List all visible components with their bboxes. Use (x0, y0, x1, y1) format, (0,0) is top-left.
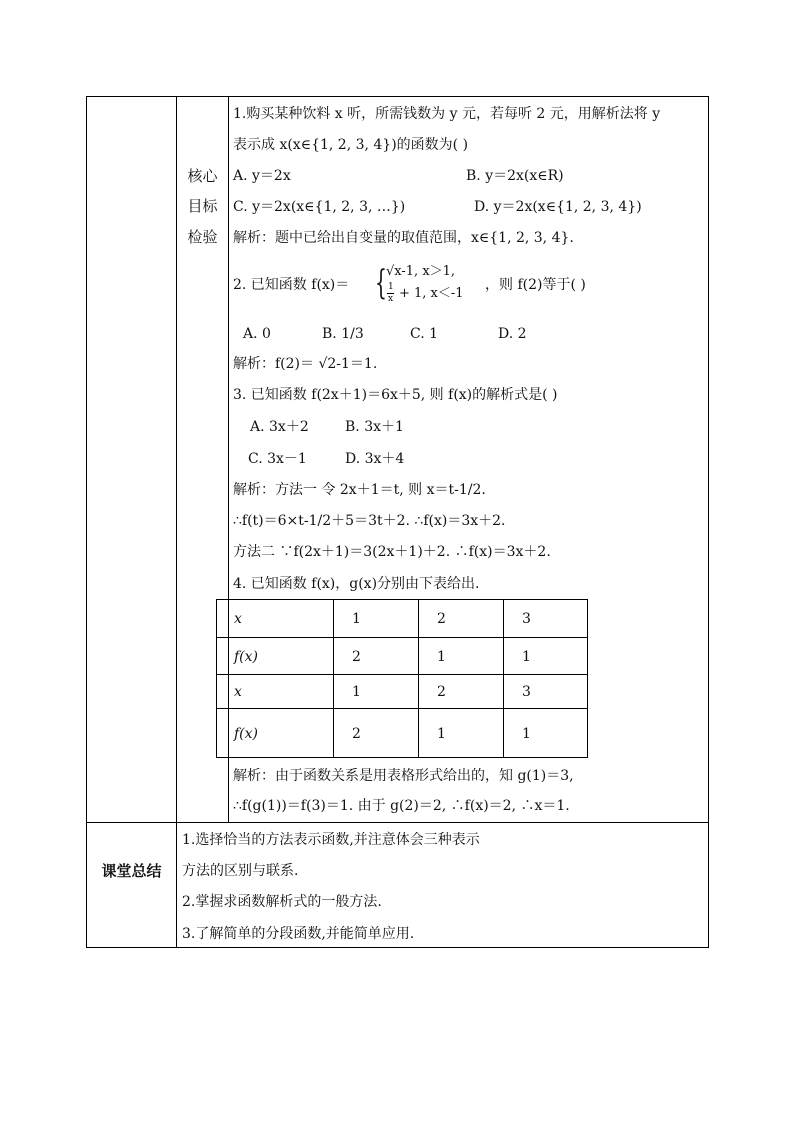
outer-left-border (86, 96, 87, 948)
table-cell: 2 (352, 649, 361, 665)
summary-line2: 方法的区别与联系. (182, 863, 299, 879)
table-cell: 3 (522, 684, 531, 700)
q3-analysis-line3: 方法二 ∵f(2x＋1)＝3(2x＋1)＋2. ∴f(x)＝3x＋2. (233, 544, 551, 560)
outer-right-border (708, 96, 709, 948)
q2-case2-numerator: 1 (388, 282, 394, 292)
table-cell: 1 (352, 611, 361, 627)
table-cell: f(x) (234, 726, 259, 742)
table-cell: x (234, 684, 242, 700)
value-table-v3 (418, 599, 419, 758)
outer-bottom-border (86, 947, 709, 948)
value-table-h5 (216, 757, 588, 758)
summary-label: 课堂总结 (101, 862, 162, 880)
table-cell: 3 (522, 611, 531, 627)
value-table-v1 (216, 599, 217, 758)
summary-line1: 1.选择恰当的方法表示函数,并注意体会三种表示 (182, 832, 480, 848)
q4-stem: 4. 已知函数 f(x)，g(x)分别由下表给出. (233, 576, 480, 592)
q3-option-d: D. 3x＋4 (345, 451, 405, 467)
table-cell: 2 (437, 611, 446, 627)
summary-line4: 3.了解简单的分段函数,并能简单应用. (182, 926, 415, 942)
table-cell: 1 (522, 726, 531, 742)
q2-option-a: A. 0 (243, 326, 271, 342)
summary-line3: 2.掌握求函数解析式的一般方法. (182, 894, 382, 910)
table-cell: 1 (437, 726, 446, 742)
sidebar-label-check: 检验 (187, 228, 218, 246)
table-cell: 1 (437, 649, 446, 665)
q2-option-d: D. 2 (498, 326, 527, 342)
q3-option-b: B. 3x＋1 (345, 419, 404, 435)
q1-option-d: D. y＝2x(x∈{1, 2, 3, 4}) (474, 199, 642, 215)
q3-option-a: A. 3x＋2 (250, 419, 309, 435)
q3-analysis-line1: 解析：方法一 令 2x＋1＝t, 则 x＝t-1/2. (233, 482, 486, 498)
q4-analysis-line2: ∴f(g(1))＝f(3)＝1. 由于 g(2)＝2, ∴f(x)＝2, ∴x＝1. (233, 798, 570, 814)
q2-stem-suffix: ，则 f(2)等于( ) (485, 277, 586, 293)
q1-analysis: 解析：题中已给出自变量的取值范围，x∈{1, 2, 3, 4}. (233, 230, 574, 246)
sidebar-label-target: 目标 (187, 197, 218, 215)
value-table-h4 (216, 708, 588, 709)
q3-option-c: C. 3x－1 (248, 451, 307, 467)
section-divider (86, 822, 709, 823)
table-cell: x (234, 611, 242, 627)
value-table-h1 (216, 599, 588, 600)
q1-option-b: B. y＝2x(x∈R) (466, 168, 564, 184)
column-divider-2 (228, 96, 229, 822)
q3-stem: 3. 已知函数 f(2x＋1)＝6x＋5, 则 f(x)的解析式是( ) (233, 387, 558, 403)
q2-analysis: 解析：f(2)＝ √2-1＝1. (233, 356, 378, 372)
value-table-h2 (216, 637, 588, 638)
sidebar-label-core: 核心 (187, 167, 218, 185)
q2-case2-rest: + 1, x＜-1 (399, 286, 464, 301)
q2-case2-denominator: x (388, 294, 394, 304)
value-table-h3 (216, 674, 588, 675)
q3-analysis-line2: ∴f(t)＝6×t-1/2＋5＝3t＋2. ∴f(x)＝3x＋2. (233, 513, 506, 529)
q2-stem-prefix: 2. 已知函数 f(x)＝ (233, 277, 350, 293)
table-cell: 2 (352, 726, 361, 742)
value-table-v4 (503, 599, 504, 758)
column-divider-1 (176, 96, 177, 948)
q2-option-b: B. 1/3 (322, 326, 364, 342)
value-table-v5 (587, 599, 588, 758)
table-cell: 2 (437, 684, 446, 700)
q4-analysis-line1: 解析：由于函数关系是用表格形式给出的，知 g(1)＝3, (233, 768, 574, 784)
q2-case1: √x-1, x＞1, (386, 264, 456, 279)
q2-option-c: C. 1 (410, 326, 439, 342)
q1-option-a: A. y＝2x (233, 168, 291, 184)
table-cell: f(x) (234, 649, 259, 665)
table-cell: 1 (352, 684, 361, 700)
outer-top-border (86, 96, 709, 97)
q1-stem-line1: 1.购买某种饮料 x 听，所需钱数为 y 元，若每听 2 元，用解析法将 y (233, 106, 661, 122)
piecewise-brace: { (375, 263, 387, 303)
value-table-v2 (333, 599, 334, 758)
table-cell: 1 (522, 649, 531, 665)
q1-option-c: C. y＝2x(x∈{1, 2, 3, …}) (233, 199, 406, 215)
q1-stem-line2: 表示成 x(x∈{1, 2, 3, 4})的函数为( ) (233, 137, 469, 153)
